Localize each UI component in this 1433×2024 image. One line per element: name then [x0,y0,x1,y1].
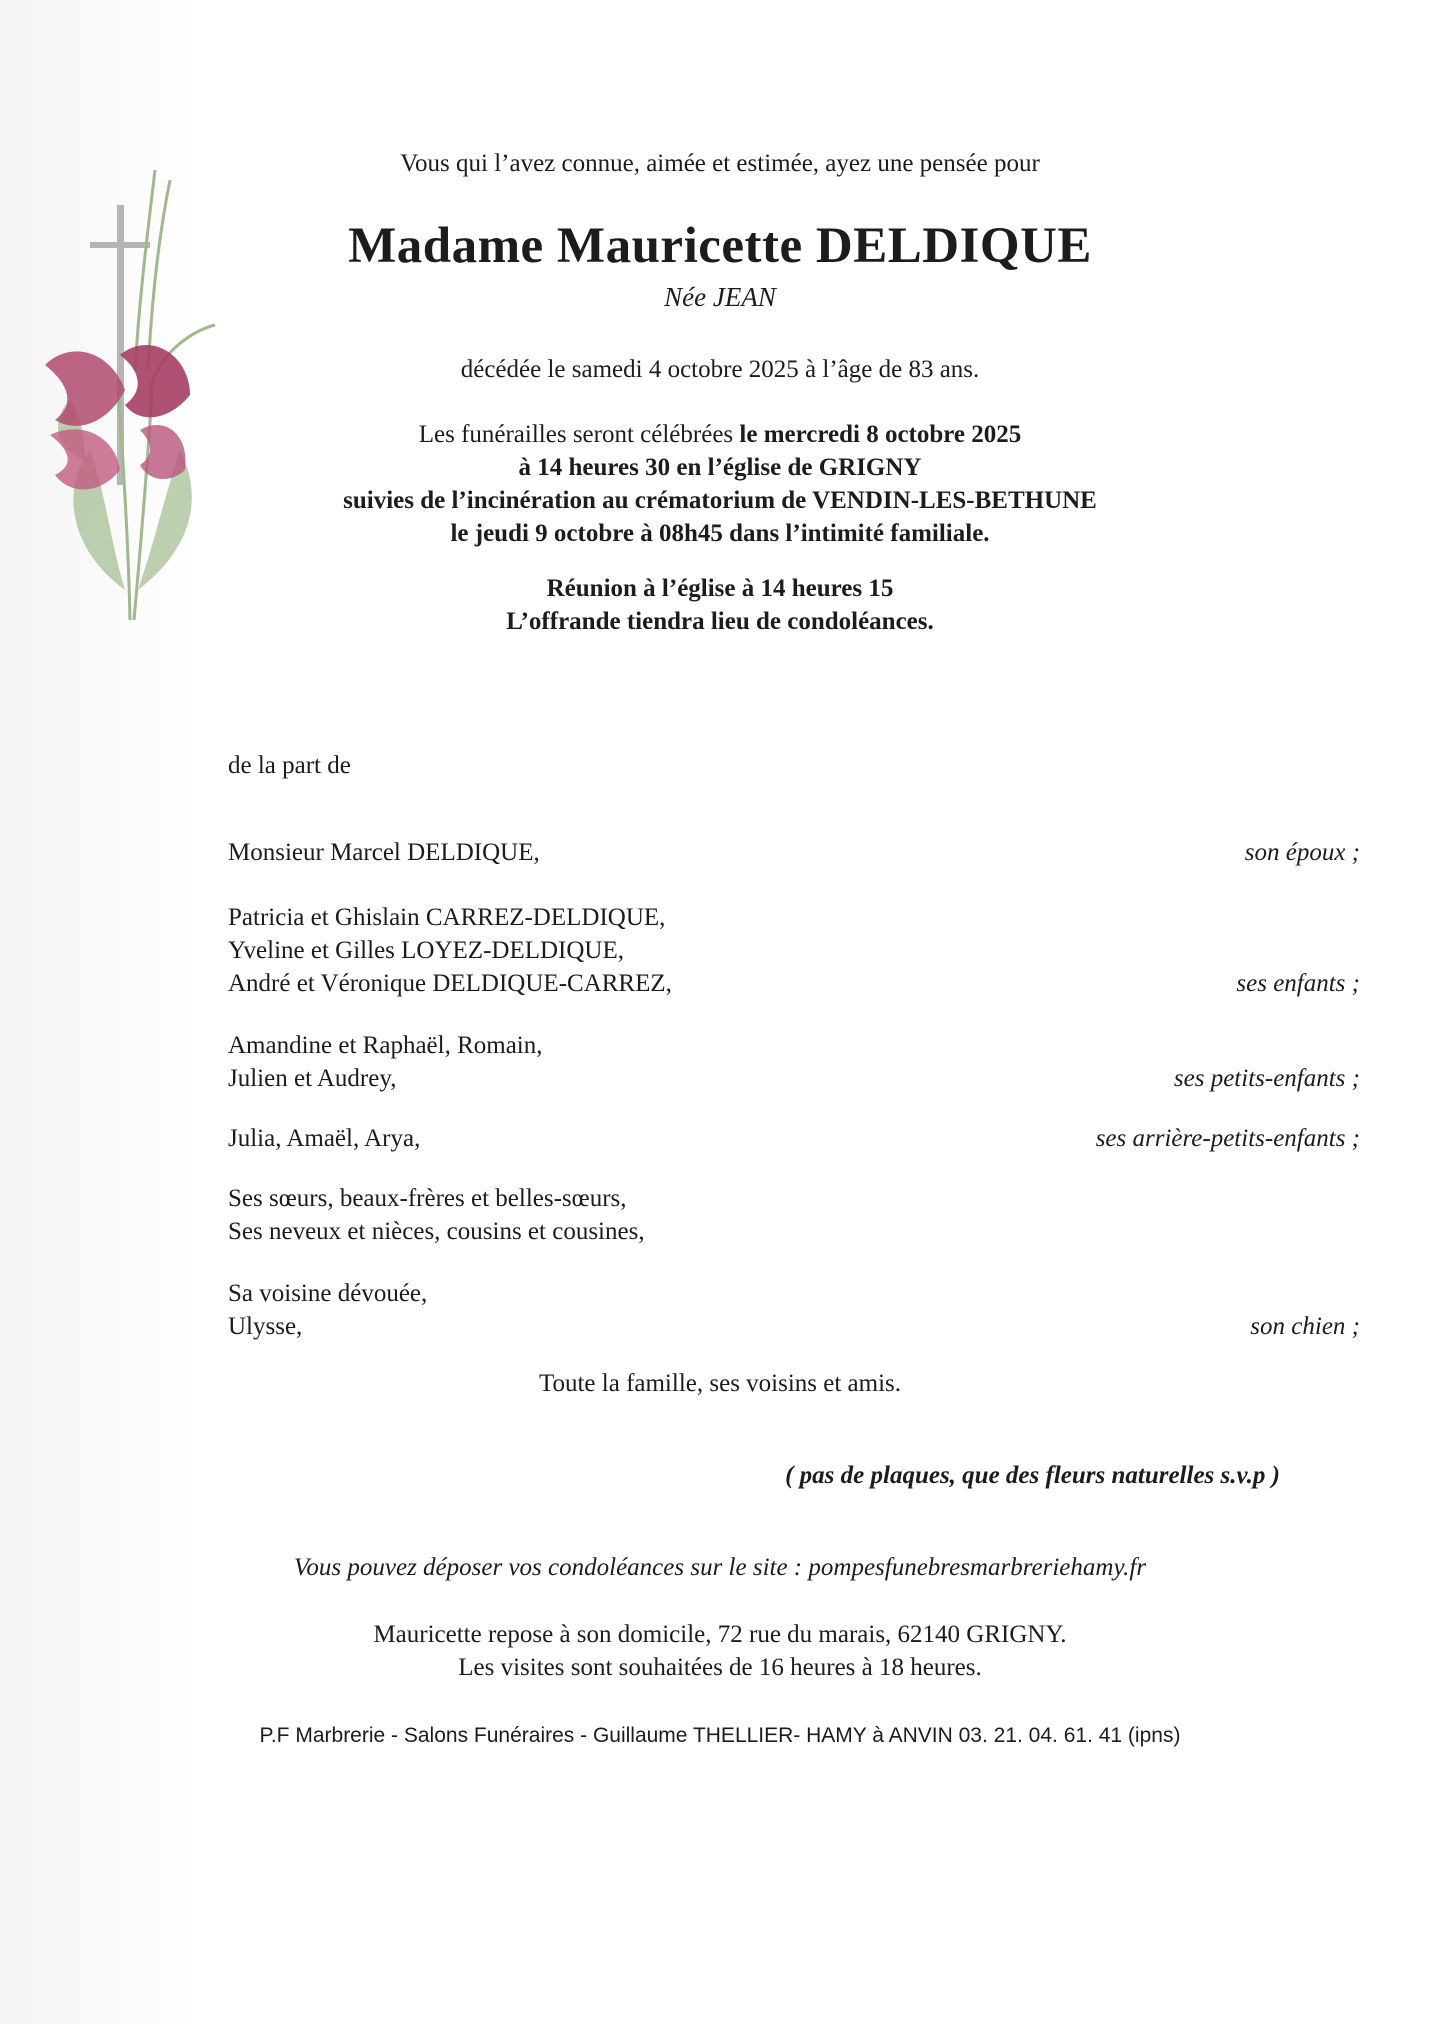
family-member: Ses sœurs, beaux-frères et belles-sœurs, [228,1185,627,1212]
family-relation: son chien ; [1250,1313,1360,1340]
family-member: Julien et Audrey, [228,1065,397,1092]
funeral-line-2: à 14 heures 30 en l’église de GRIGNY [518,454,922,481]
family-relation: son époux ; [1244,839,1360,866]
family-member: Ulysse, [228,1313,303,1340]
meeting-details [160,572,1280,638]
family-row [228,904,1360,938]
meeting-line-1: Réunion à l’église à 14 heures 15 [546,575,894,602]
family-member: Patricia et Ghislain CARREZ-DELDIQUE, [228,904,666,931]
family-relation: ses enfants ; [1236,970,1360,997]
family-row [228,839,1360,873]
family-row [228,1032,1360,1066]
funeral-details [160,418,1280,550]
family-row [228,970,1360,1004]
visitation-line-2: Les visites sont souhaitées de 16 heures à 18 heures. [458,1654,982,1681]
funeral-line-1 [160,418,1280,451]
family-relation: ses arrière-petits-enfants ; [1095,1125,1360,1152]
funeral-home-footer: P.F Marbrerie - Salons Funéraires - Guillaume THELLIER- HAMY à ANVIN 03. 21. 04. 61. 41 (ipns) [259,1724,1181,1747]
family-closing: Toute la famille, ses voisins et amis. [538,1370,902,1397]
death-date-text: décédée le samedi 4 octobre 2025 à l’âge de 83 ans. [460,356,980,383]
family-row [228,937,1360,971]
family-row [228,1185,1360,1219]
family-row [228,1065,1360,1099]
family-row [228,1125,1360,1159]
family-relation: ses petits-enfants ; [1173,1065,1360,1092]
family-row [228,1313,1360,1347]
deceased-name: Madame Mauricette DELDIQUE [348,218,1092,274]
funeral-date: le mercredi 8 octobre 2025 [739,421,1022,448]
family-member: Ses neveux et nièces, cousins et cousines, [228,1218,645,1245]
visitation-line-1: Mauricette repose à son domicile, 72 rue du marais, 62140 GRIGNY. [373,1621,1067,1648]
from-label: de la part de [228,752,351,779]
family-member: Sa voisine dévouée, [228,1280,428,1307]
maiden-name: Née JEAN [664,282,776,312]
visitation-details [160,1618,1280,1684]
lily-flower-lower [50,429,120,489]
family-member: Yveline et Gilles LOYEZ-DELDIQUE, [228,937,624,964]
family-row [228,1280,1360,1314]
family-member: Monsieur Marcel DELDIQUE, [228,839,540,866]
flowers-note: ( pas de plaques, que des fleurs naturelles s.v.p ) [785,1462,1280,1489]
funeral-line-3: suivies de l’incinération au crématorium de VENDIN-LES-BETHUNE [343,487,1097,514]
meeting-line-2: L’offrande tiendra lieu de condoléances. [506,608,934,635]
family-member: Julia, Amaël, Arya, [228,1125,421,1152]
lily-flower-left [45,351,125,426]
family-member: André et Véronique DELDIQUE-CARREZ, [228,970,672,997]
condolences-note: Vous pouvez déposer vos condoléances sur le site : pompesfunebresmarbreriehamy.fr [293,1554,1147,1581]
intro-text: Vous qui l’avez connue, aimée et estimée, ayez une pensée pour [400,150,1040,177]
family-member: Amandine et Raphaël, Romain, [228,1032,543,1059]
funeral-line-4: le jeudi 9 octobre à 08h45 dans l’intimité familiale. [450,520,990,547]
funeral-intro: Les funérailles seront célébrées [418,421,740,448]
family-row [228,1218,1360,1252]
